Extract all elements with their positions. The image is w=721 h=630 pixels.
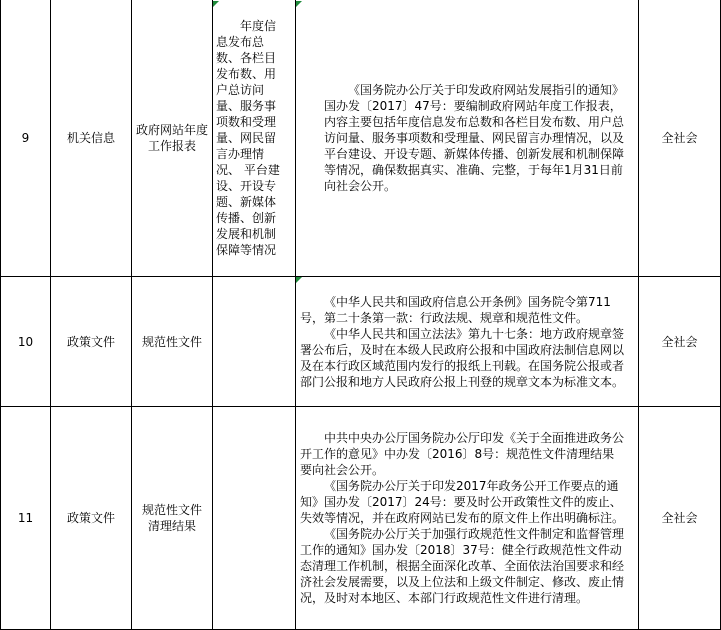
seq-cell: 11 xyxy=(17,511,34,525)
item-text: 政府网站年度工作报表 xyxy=(136,123,209,153)
category-cell: 政策文件 xyxy=(66,334,115,349)
item-cell xyxy=(132,0,212,276)
basis-cell xyxy=(296,407,638,629)
detail-cell xyxy=(213,277,295,406)
detail-text: 年度信息发布总数、各栏目发布数、用户总访问量、服务事项数和受理量、网民留言办理情况、 平台建设、开设专题、新媒体传播、创新发展和机制保障等情况 xyxy=(216,19,280,257)
basis-paragraph: 《中华人民共和国立法法》第九十七条：地方政府规章签署公布后，及时在本级人民政府公报和中国政府法制信息网以及在本行政区域范围内发行的报纸上刊载。在国务院公报或者部门公报和地方人民政府公报上刊登的规章文本为标准文本。 xyxy=(300,326,625,389)
detail-cell xyxy=(213,0,295,276)
basis-paragraph: 《国务院办公厅关于印发政府网站发展指引的通知》国办发〔2017〕47号：要编制政府网站年度工作报表，内容主要包括年度信息发布总数和各栏目发布数、用户总访问量、服务事项数和受理量、网民留言办理情况，以及平台建设、开设专题、新媒体传播、创新发展和机制保障等情况，确保数据真实、准确、完整，于每年1月31日前向社会公开。 xyxy=(324,83,625,193)
scope-cell: 全社会 xyxy=(661,334,698,349)
basis-cell xyxy=(296,0,638,276)
item-text: 规范性文件清理结果 xyxy=(141,503,202,533)
item-cell xyxy=(132,407,212,629)
item-text: 规范性文件 xyxy=(141,334,202,349)
category-cell: 机关信息 xyxy=(66,131,115,145)
seq-cell: 9 xyxy=(21,131,30,145)
basis-paragraph: 《中华人民共和国政府信息公开条例》国务院令第711号，第二十条第一款：行政法规、规章和规范性文件。 xyxy=(300,294,611,325)
scope-cell: 全社会 xyxy=(661,511,698,525)
basis-cell xyxy=(296,277,638,406)
scope-cell: 全社会 xyxy=(661,131,698,145)
basis-paragraph: 中共中央办公厅国务院办公厅印发《关于全面推进政务公开工作的意见》中办发〔2016〕8号：规范性文件清理结果要向社会公开。 xyxy=(300,431,625,477)
seq-cell: 10 xyxy=(17,334,34,349)
item-cell xyxy=(132,277,212,406)
basis-paragraph: 《国务院办公厅关于加强行政规范性文件制定和监督管理工作的通知》国办发〔2018〕37号：健全行政规范性文件动态清理工作机制，根据全面深化改革、全面依法治国要求和经济社会发展需要，以及上位法和上级文件制定、修改、废止情况，及时对本地区、本部门行政规范性文件进行清理。 xyxy=(300,527,625,605)
category-cell: 政策文件 xyxy=(66,511,115,525)
basis-paragraph: 《国务院办公厅关于印发2017年政务公开工作要点的通知》国办发〔2017〕24号：要及时公开政策性文件的废止、失效等情况，并在政府网站已发布的原文件上作出明确标注。 xyxy=(300,479,625,525)
detail-cell xyxy=(213,407,295,629)
